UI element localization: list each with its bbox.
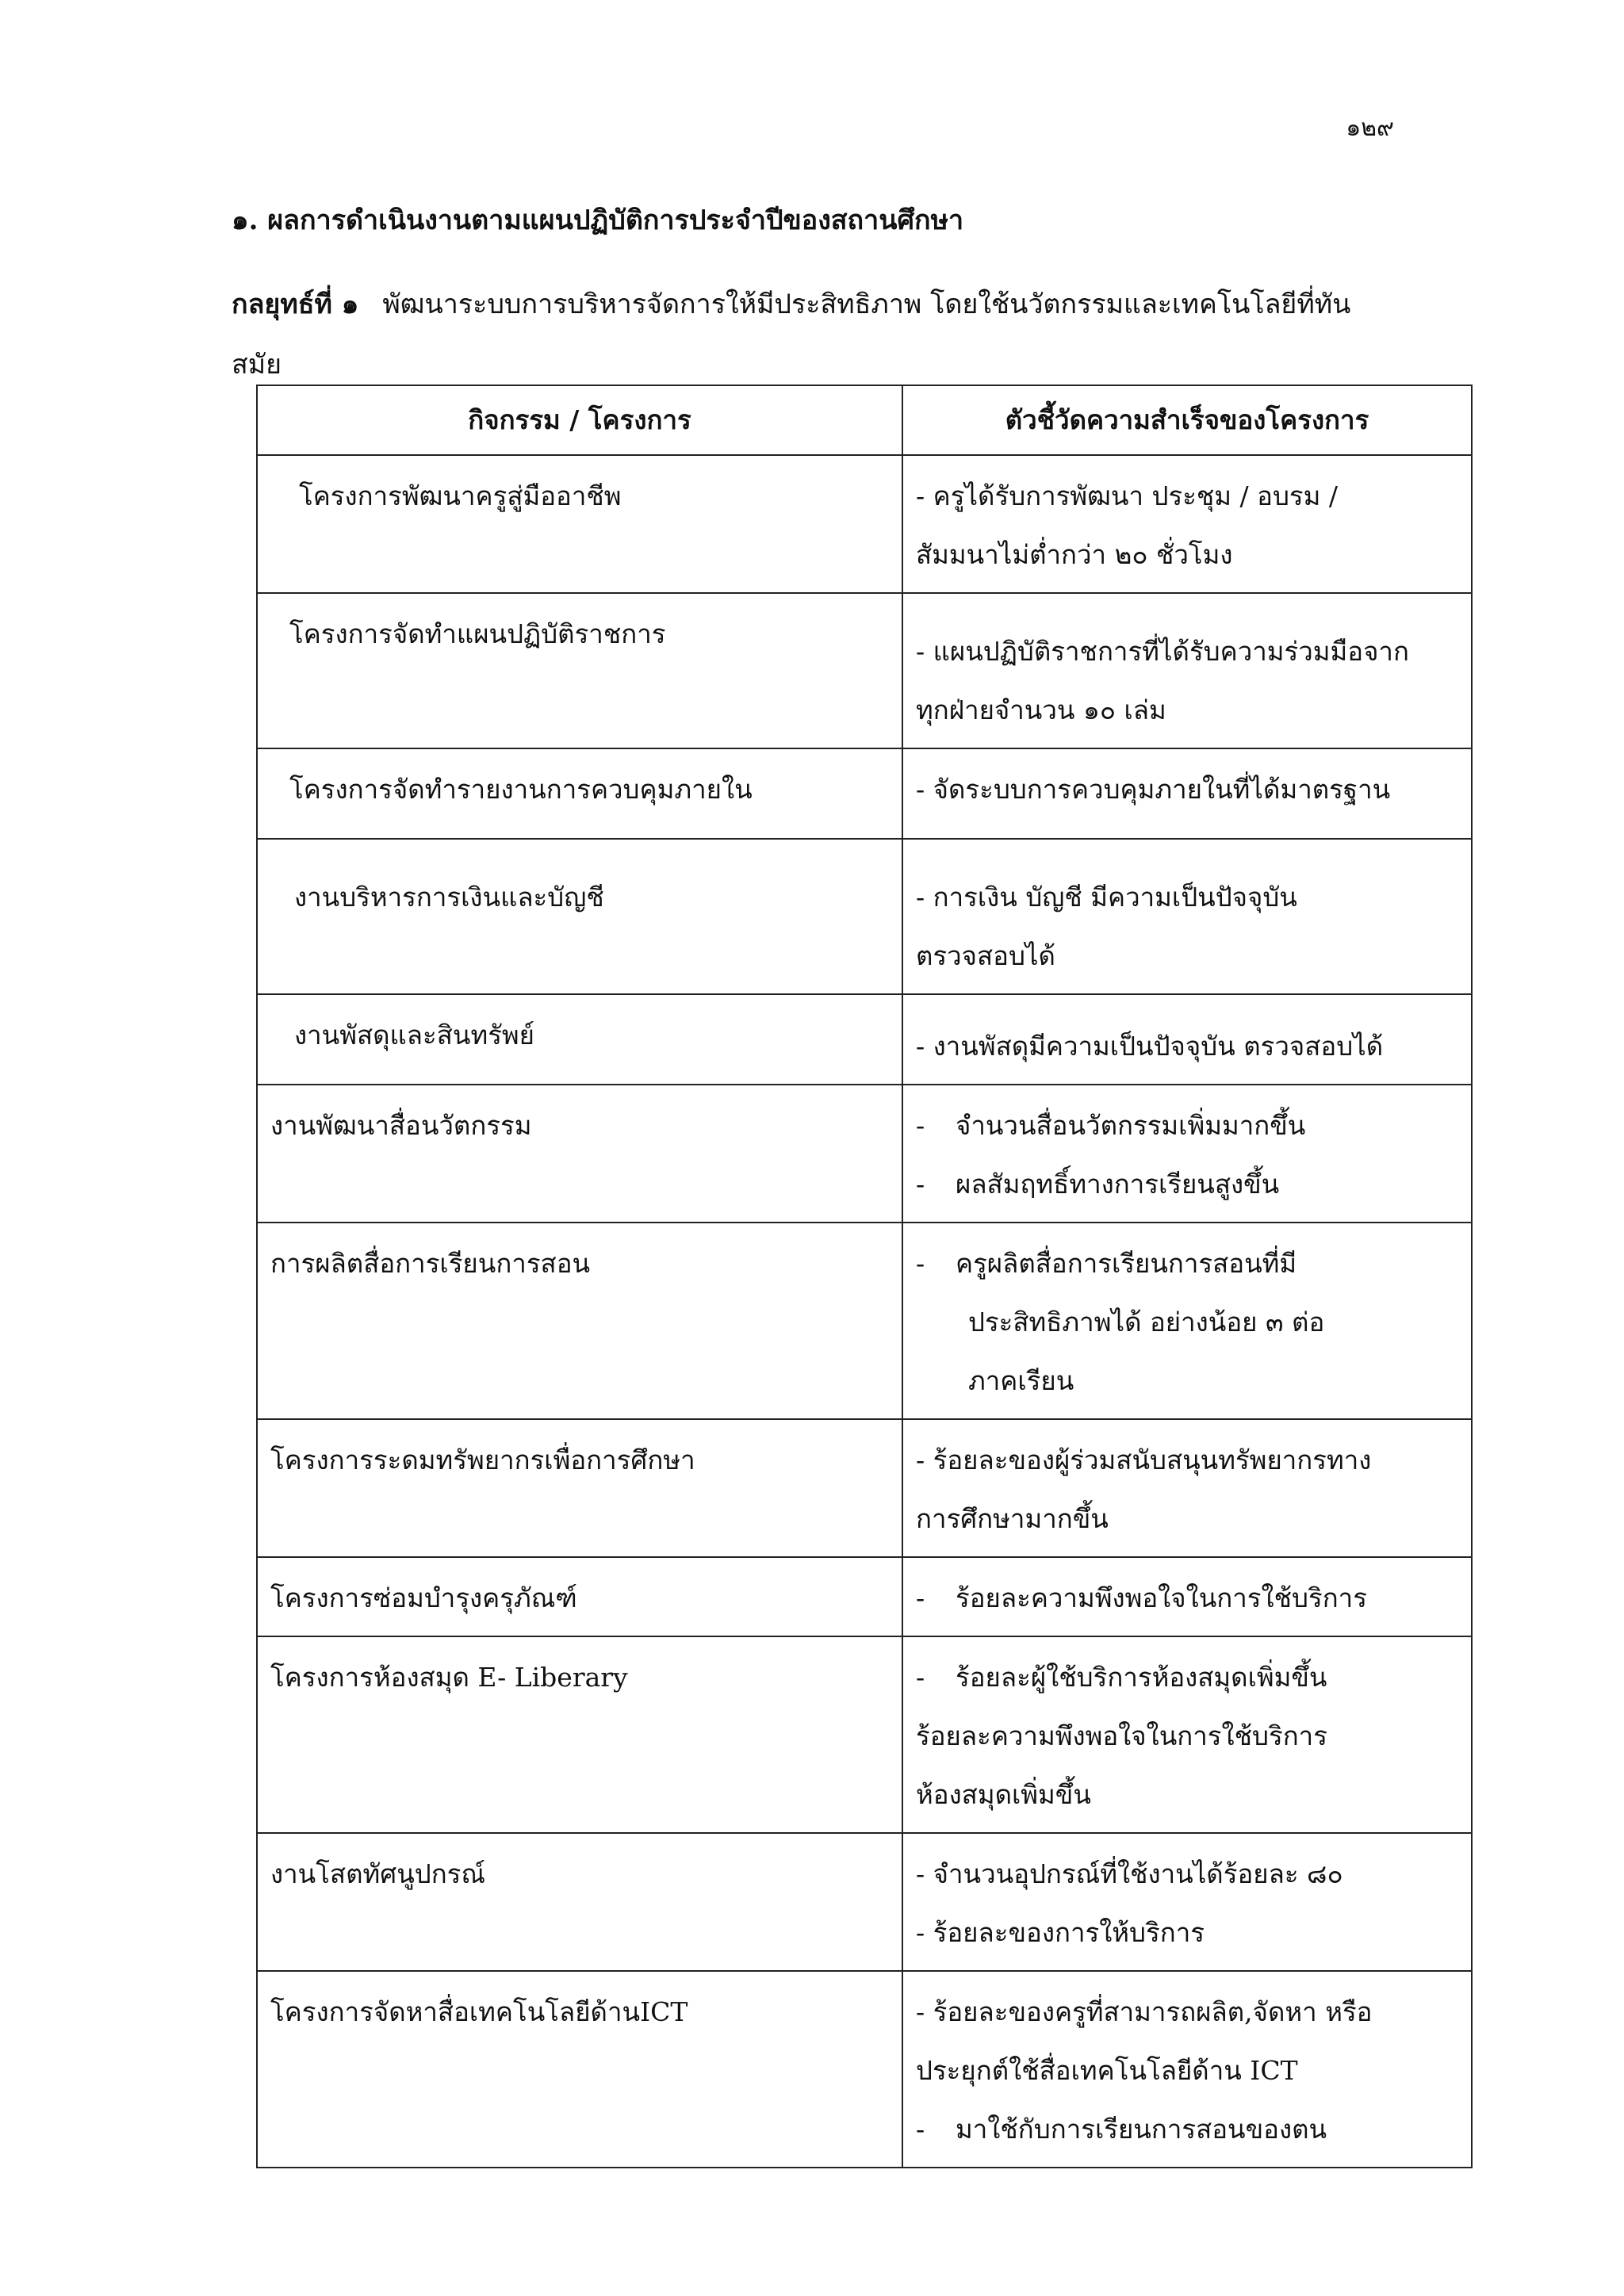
indicator-text: มาใช้กับการเรียนการสอนของตน: [956, 2114, 1327, 2145]
table-row: [257, 1419, 1472, 1557]
indicator-line: [916, 2100, 1458, 2159]
strategy-statement: [232, 274, 1358, 395]
activity-cell: [257, 1557, 902, 1636]
activity-cell: [257, 593, 902, 748]
table-row: [257, 1971, 1472, 2168]
activity-text: งานพัฒนาสื่อนวัตกรรม: [270, 1110, 532, 1141]
indicator-text: ร้อยละผู้ใช้บริการห้องสมุดเพิ่มขึ้น: [956, 1662, 1327, 1693]
table-row: [257, 994, 1472, 1085]
activity-text: โครงการห้องสมุด E- Liberary: [270, 1662, 628, 1693]
bullet-dash: -: [916, 1110, 925, 1141]
indicator-cell: [902, 1833, 1472, 1971]
activity-cell: [257, 839, 902, 994]
activity-text: โครงการซ่อมบำรุงครุภัณฑ์: [270, 1582, 577, 1613]
indicator-line: - จำนวนอุปกรณ์ที่ใช้งานได้ร้อยละ ๘๐: [916, 1858, 1343, 1889]
table-row: [257, 1223, 1472, 1419]
indicator-line: - จัดระบบการควบคุมภายในที่ได้มาตรฐาน: [916, 774, 1391, 805]
indicator-text: จำนวนสื่อนวัตกรรมเพิ่มมากขึ้น: [956, 1110, 1306, 1141]
section-heading: ๑. ผลการดำเนินงานตามแผนปฏิบัติการประจำปีของสถานศึกษา: [232, 205, 964, 236]
table-header-row: [257, 385, 1472, 455]
indicator-line: - ครูได้รับการพัฒนา ประชุม / อบรม /: [916, 480, 1339, 511]
bullet-dash: -: [916, 1248, 925, 1279]
indicator-line: [916, 1155, 1458, 1214]
indicator-cell: [902, 839, 1472, 994]
table-row: [257, 593, 1472, 748]
indicator-line: สัมมนาไม่ต่ำกว่า ๒๐ ชั่วโมง: [916, 539, 1233, 570]
table-row: [257, 748, 1472, 839]
header-activity: กิจกรรม / โครงการ: [257, 385, 902, 455]
indicator-line: ทุกฝ่ายจำนวน ๑๐ เล่ม: [916, 695, 1166, 725]
indicator-line: ประสิทธิภาพได้ อย่างน้อย ๓ ต่อ: [968, 1307, 1325, 1337]
indicator-cell: [902, 1085, 1472, 1223]
indicator-line: - ร้อยละของครูที่สามารถผลิต,จัดหา หรือ: [916, 1996, 1373, 2027]
table-row: [257, 1557, 1472, 1636]
activity-text: งานพัสดุและสินทรัพย์: [294, 1020, 535, 1050]
bullet-dash: -: [916, 1582, 925, 1613]
table-row: [257, 455, 1472, 593]
indicator-line: ตรวจสอบได้: [916, 940, 1055, 971]
indicator-text: ร้อยละความพึงพอใจในการใช้บริการ: [956, 1582, 1367, 1613]
indicator-line: ห้องสมุดเพิ่มขึ้น: [916, 1779, 1091, 1810]
activity-cell: [257, 1971, 902, 2168]
activity-text: โครงการจัดหาสื่อเทคโนโลยีด้านICT: [270, 1996, 688, 2027]
activity-text: โครงการพัฒนาครูสู่มืออาชีพ: [299, 480, 622, 511]
activity-cell: [257, 1419, 902, 1557]
indicator-line: [916, 1648, 1458, 1707]
strategy-text: พัฒนาระบบการบริหารจัดการให้มีประสิทธิภาพ โดยใช้นวัตกรรมและเทคโนโลยีที่ทันสมัย: [232, 289, 1351, 381]
activity-text: โครงการระดมทรัพยากรเพื่อการศึกษา: [270, 1445, 695, 1475]
activity-cell: [257, 1636, 902, 1833]
indicator-cell: [902, 593, 1472, 748]
indicator-cell: [902, 748, 1472, 839]
activity-text: โครงการจัดทำรายงานการควบคุมภายใน: [289, 774, 753, 805]
bullet-dash: -: [916, 1662, 925, 1693]
indicator-line: - งานพัสดุมีความเป็นปัจจุบัน ตรวจสอบได้: [916, 1031, 1384, 1062]
page-number: ๑๒๙: [1346, 114, 1394, 142]
indicator-line: [916, 1569, 1458, 1628]
table-row: [257, 839, 1472, 994]
indicator-cell: [902, 1636, 1472, 1833]
indicator-cell: [902, 994, 1472, 1085]
table-row: [257, 1833, 1472, 1971]
activity-text: การผลิตสื่อการเรียนการสอน: [270, 1248, 591, 1279]
activity-cell: [257, 455, 902, 593]
activity-text: งานบริหารการเงินและบัญชี: [294, 882, 604, 913]
activity-text: โครงการจัดทำแผนปฏิบัติราชการ: [289, 618, 666, 649]
activity-cell: [257, 748, 902, 839]
indicator-line: [916, 1096, 1458, 1155]
indicator-line: ภาคเรียน: [968, 1365, 1074, 1396]
indicator-cell: [902, 1971, 1472, 2168]
indicator-text: ผลสัมฤทธิ์ทางการเรียนสูงขึ้น: [956, 1169, 1280, 1200]
indicator-text: ครูผลิตสื่อการเรียนการสอนที่มี: [956, 1248, 1297, 1279]
strategy-label: กลยุทธ์ที่ ๑: [232, 289, 359, 320]
activity-cell: [257, 1833, 902, 1971]
indicator-cell: [902, 1419, 1472, 1557]
indicator-line: การศึกษามากขึ้น: [916, 1503, 1109, 1534]
activity-text: งานโสตทัศนูปกรณ์: [270, 1858, 486, 1889]
indicator-line: ประยุกต์ใช้สื่อเทคโนโลยีด้าน ICT: [916, 2055, 1298, 2086]
indicator-line: - แผนปฏิบัติราชการที่ได้รับความร่วมมือจาก: [916, 636, 1409, 667]
activity-cell: [257, 1223, 902, 1419]
indicator-cell: [902, 1557, 1472, 1636]
indicator-cell: [902, 1223, 1472, 1419]
header-indicator: ตัวชี้วัดความสำเร็จของโครงการ: [902, 385, 1472, 455]
indicator-line: - ร้อยละของการให้บริการ: [916, 1917, 1205, 1948]
activity-cell: [257, 994, 902, 1085]
indicator-line: [916, 1234, 1458, 1293]
table-row: [257, 1085, 1472, 1223]
bullet-dash: -: [916, 1169, 925, 1200]
indicator-line: - การเงิน บัญชี มีความเป็นปัจจุบัน: [916, 882, 1297, 913]
bullet-dash: -: [916, 2114, 925, 2145]
indicator-line: ร้อยละความพึงพอใจในการใช้บริการ: [916, 1720, 1327, 1751]
indicator-cell: [902, 455, 1472, 593]
action-plan-table: [256, 385, 1473, 2168]
table-row: [257, 1636, 1472, 1833]
activity-cell: [257, 1085, 902, 1223]
indicator-line: - ร้อยละของผู้ร่วมสนับสนุนทรัพยากรทาง: [916, 1445, 1372, 1475]
